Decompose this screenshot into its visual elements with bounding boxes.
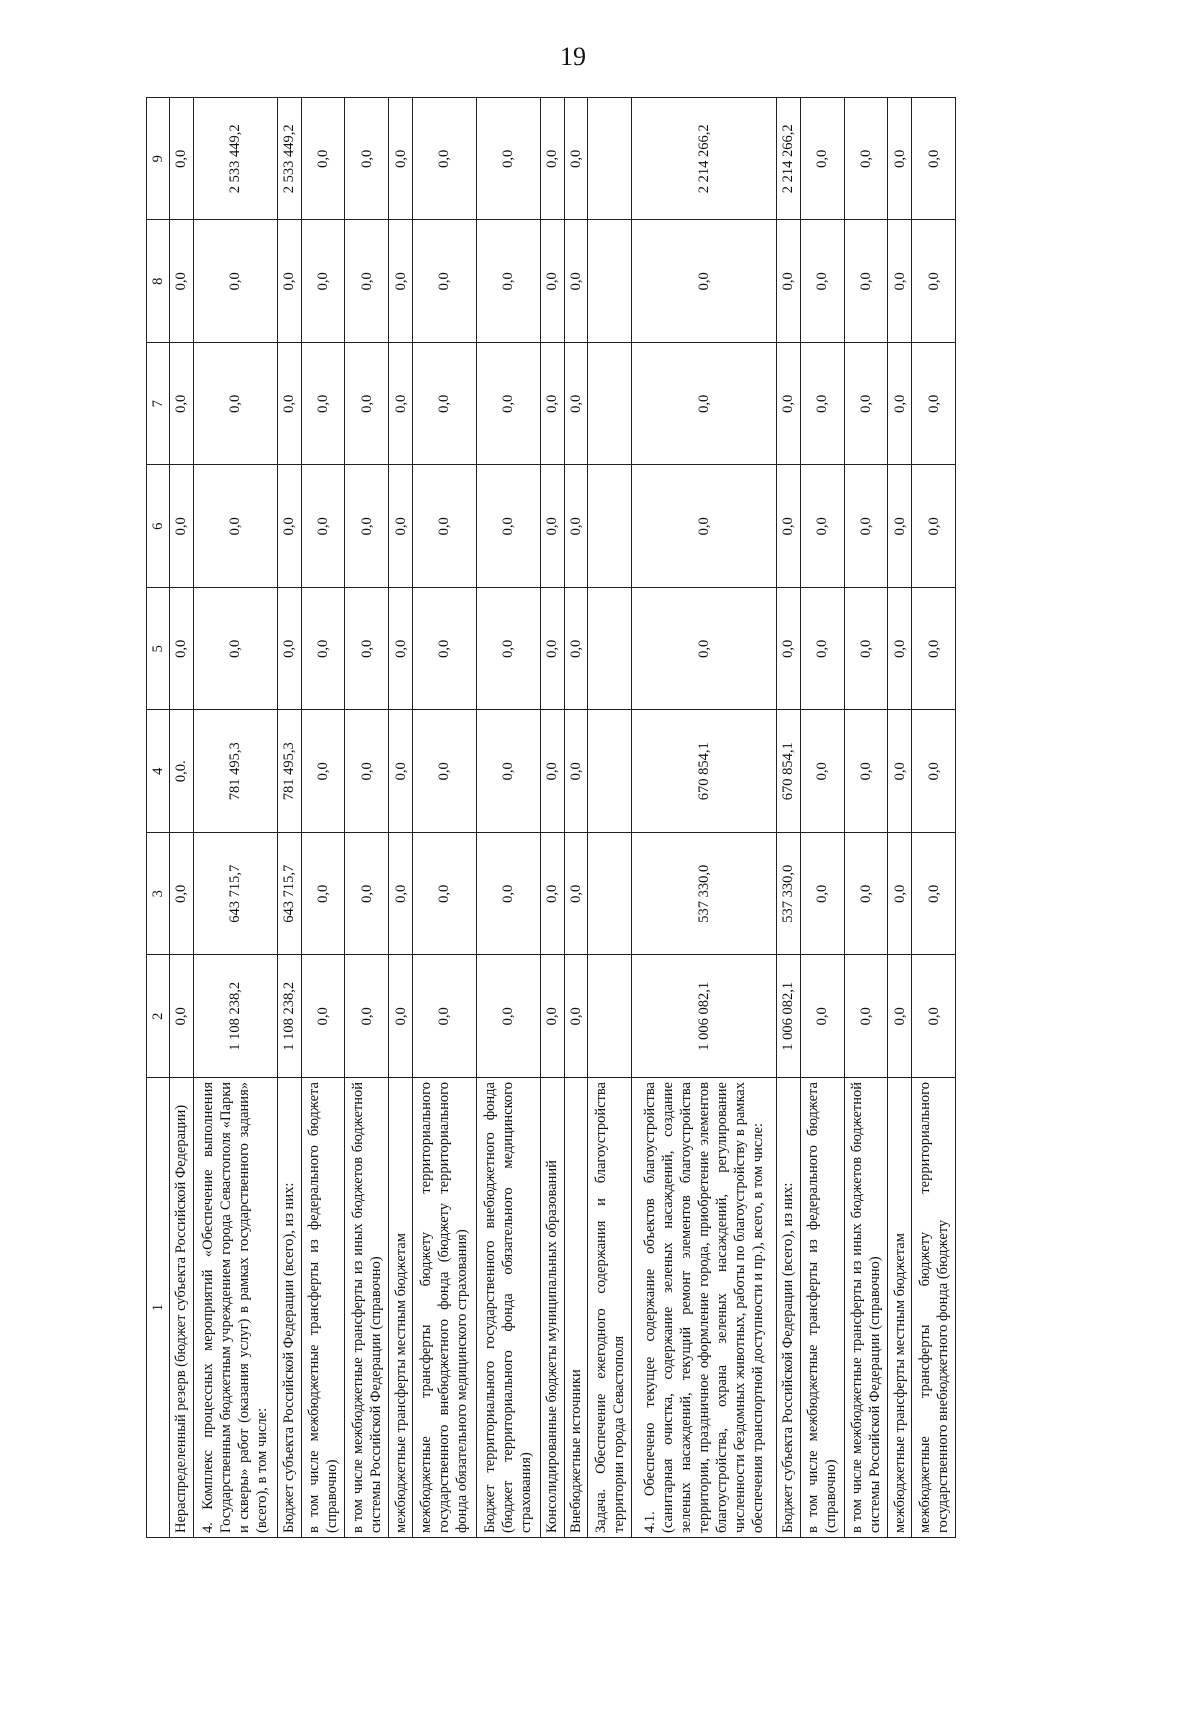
row-label: в том числе межбюджетные трансферты из федерального бюджета (справочно) <box>301 1078 345 1538</box>
value-cell: 0,0 <box>800 343 844 466</box>
value-cell <box>588 98 632 221</box>
value-cell <box>588 465 632 588</box>
value-cell: 1 006 082,1 <box>777 955 801 1078</box>
page-number: 19 <box>560 42 586 71</box>
value-cell: 643 715,7 <box>193 833 277 956</box>
value-cell: 0,0 <box>476 588 540 711</box>
row-label: 4.1. Обеспечено текущее содержание объектов благоустройства (санитарная очистка, содержание зеленых насаждений, создание зеленых насаждений, текущий ремонт элементов благоустройства территории, праздничное оформление города, приобретение элементов благоустройства, охрана зеленых насаждений, регулирование численности бездомных животных, работы по благоустройству в рамках обеспечения транспортной доступности и пр.), всего, в том числе: <box>632 1078 777 1538</box>
value-cell: 0,0 <box>912 465 956 588</box>
value-cell <box>588 343 632 466</box>
value-cell: 537 330,0 <box>632 833 777 956</box>
row-label: Задача. Обеспечение ежегодного содержания и благоустройства территории города Севастополя <box>588 1078 632 1538</box>
value-cell: 0,0 <box>912 588 956 711</box>
value-cell: 0,0 <box>389 343 413 466</box>
value-cell: 0,0 <box>800 465 844 588</box>
column-number-row <box>147 98 170 1538</box>
value-cell: 0,0 <box>844 710 888 833</box>
value-cell: 0,0 <box>476 955 540 1078</box>
row-label: межбюджетные трансферты бюджету территориального государственного внебюджетного фонда (бюджету территориального фонда обязательного медицинского страхования) <box>412 1078 476 1538</box>
table-row <box>170 98 194 1538</box>
value-cell: 0,0 <box>476 98 540 221</box>
value-cell: 0,0 <box>476 465 540 588</box>
value-cell: 0,0 <box>844 220 888 343</box>
column-header-5: 5 <box>147 588 170 711</box>
table-row <box>588 98 632 1538</box>
value-cell: 0,0 <box>844 98 888 221</box>
value-cell: 0,0 <box>800 98 844 221</box>
value-cell: 0,0 <box>389 220 413 343</box>
value-cell: 0,0 <box>301 710 345 833</box>
value-cell: 0,0 <box>844 833 888 956</box>
value-cell: 0,0 <box>564 833 588 956</box>
value-cell: 0,0 <box>476 833 540 956</box>
value-cell: 0,0 <box>888 465 912 588</box>
row-label: межбюджетные трансферты бюджету территориального государственного внебюджетного фонда (бюджету <box>912 1078 956 1538</box>
value-cell: 0,0 <box>476 220 540 343</box>
value-cell: 0,0 <box>632 343 777 466</box>
value-cell: 0,0 <box>345 220 389 343</box>
value-cell: 0,0 <box>170 465 194 588</box>
value-cell: 0,0 <box>345 465 389 588</box>
column-header-3: 3 <box>147 833 170 956</box>
value-cell: 0,0 <box>541 588 565 711</box>
row-label: Внебюджетные источники <box>564 1078 588 1538</box>
row-label: 4. Комплекс процессных мероприятий «Обеспечение выполнения Государственным бюджетным учреждением города Севастополя «Парки и скверы» работ (оказания услуг) в рамках государственного задания» (всего), в том числе: <box>193 1078 277 1538</box>
value-cell: 0,0 <box>541 343 565 466</box>
value-cell: 0,0 <box>888 955 912 1078</box>
value-cell: 0,0 <box>541 955 565 1078</box>
table-row <box>389 98 413 1538</box>
value-cell: 0,0 <box>412 220 476 343</box>
table-row <box>912 98 956 1538</box>
value-cell: 0,0 <box>476 343 540 466</box>
value-cell: 0,0. <box>170 710 194 833</box>
value-cell: 2 533 449,2 <box>193 98 277 221</box>
value-cell: 0,0 <box>389 955 413 1078</box>
table-row <box>844 98 888 1538</box>
column-header-1: 1 <box>147 1078 170 1538</box>
table-row <box>800 98 844 1538</box>
value-cell: 0,0 <box>389 98 413 221</box>
row-label: Бюджет территориального государственного внебюджетного фонда (бюджет территориального фонда обязательного медицинского страхования) <box>476 1078 540 1538</box>
value-cell: 0,0 <box>345 343 389 466</box>
value-cell: 0,0 <box>888 220 912 343</box>
value-cell: 0,0 <box>800 833 844 956</box>
table-row <box>345 98 389 1538</box>
value-cell: 2 214 266,2 <box>777 98 801 221</box>
value-cell: 0,0 <box>777 588 801 711</box>
value-cell: 1 108 238,2 <box>193 955 277 1078</box>
table-row <box>193 98 277 1538</box>
value-cell: 0,0 <box>170 98 194 221</box>
value-cell: 0,0 <box>345 98 389 221</box>
value-cell: 0,0 <box>632 465 777 588</box>
value-cell: 0,0 <box>844 343 888 466</box>
table-row <box>777 98 801 1538</box>
table-row <box>476 98 540 1538</box>
value-cell: 643 715,7 <box>277 833 301 956</box>
row-label: в том числе межбюджетные трансферты из иных бюджетов бюджетной системы Российской Федерации (справочно) <box>345 1078 389 1538</box>
value-cell: 0,0 <box>301 833 345 956</box>
value-cell: 0,0 <box>277 465 301 588</box>
table-row <box>632 98 777 1538</box>
value-cell: 0,0 <box>844 955 888 1078</box>
value-cell: 0,0 <box>844 588 888 711</box>
value-cell: 0,0 <box>777 465 801 588</box>
value-cell: 0,0 <box>541 220 565 343</box>
value-cell: 0,0 <box>193 220 277 343</box>
value-cell <box>588 710 632 833</box>
value-cell: 0,0 <box>800 588 844 711</box>
value-cell: 0,0 <box>800 220 844 343</box>
table-row <box>888 98 912 1538</box>
value-cell: 0,0 <box>412 833 476 956</box>
value-cell: 0,0 <box>564 710 588 833</box>
value-cell: 0,0 <box>301 343 345 466</box>
row-label: Нераспределенный резерв (бюджет субъекта Российской Федерации) <box>170 1078 194 1538</box>
value-cell: 0,0 <box>301 98 345 221</box>
value-cell: 0,0 <box>193 343 277 466</box>
value-cell: 0,0 <box>301 588 345 711</box>
value-cell: 0,0 <box>912 955 956 1078</box>
column-header-2: 2 <box>147 955 170 1078</box>
table-row <box>564 98 588 1538</box>
budget-table <box>146 97 956 1538</box>
value-cell: 0,0 <box>170 955 194 1078</box>
value-cell: 0,0 <box>912 710 956 833</box>
value-cell: 0,0 <box>277 588 301 711</box>
value-cell: 0,0 <box>277 343 301 466</box>
value-cell: 1 108 238,2 <box>277 955 301 1078</box>
value-cell: 0,0 <box>389 833 413 956</box>
row-label: Бюджет субъекта Российской Федерации (всего), из них: <box>277 1078 301 1538</box>
row-label: межбюджетные трансферты местным бюджетам <box>888 1078 912 1538</box>
value-cell: 0,0 <box>888 98 912 221</box>
value-cell: 0,0 <box>412 955 476 1078</box>
value-cell: 0,0 <box>912 98 956 221</box>
value-cell: 0,0 <box>476 710 540 833</box>
column-header-6: 6 <box>147 465 170 588</box>
value-cell: 781 495,3 <box>193 710 277 833</box>
value-cell: 0,0 <box>345 588 389 711</box>
value-cell: 0,0 <box>389 465 413 588</box>
column-header-7: 7 <box>147 343 170 466</box>
value-cell: 0,0 <box>888 343 912 466</box>
value-cell <box>588 833 632 956</box>
value-cell: 0,0 <box>412 465 476 588</box>
value-cell: 0,0 <box>912 220 956 343</box>
value-cell <box>588 955 632 1078</box>
value-cell: 0,0 <box>412 588 476 711</box>
row-label: Консолидированные бюджеты муниципальных образований <box>541 1078 565 1538</box>
value-cell: 0,0 <box>564 98 588 221</box>
value-cell: 0,0 <box>541 710 565 833</box>
value-cell: 0,0 <box>564 955 588 1078</box>
value-cell: 0,0 <box>888 833 912 956</box>
value-cell: 0,0 <box>564 343 588 466</box>
value-cell: 0,0 <box>345 833 389 956</box>
value-cell: 0,0 <box>888 710 912 833</box>
value-cell: 0,0 <box>389 588 413 711</box>
value-cell: 670 854,1 <box>777 710 801 833</box>
value-cell: 0,0 <box>193 588 277 711</box>
value-cell: 0,0 <box>170 220 194 343</box>
value-cell: 0,0 <box>389 710 413 833</box>
table-row <box>541 98 565 1538</box>
row-label: межбюджетные трансферты местным бюджетам <box>389 1078 413 1538</box>
column-header-8: 8 <box>147 220 170 343</box>
value-cell: 670 854,1 <box>632 710 777 833</box>
row-label: Бюджет субъекта Российской Федерации (всего), из них: <box>777 1078 801 1538</box>
value-cell: 2 533 449,2 <box>277 98 301 221</box>
value-cell: 0,0 <box>844 465 888 588</box>
value-cell: 0,0 <box>170 833 194 956</box>
value-cell: 0,0 <box>412 343 476 466</box>
value-cell: 0,0 <box>301 465 345 588</box>
value-cell: 0,0 <box>412 710 476 833</box>
value-cell: 0,0 <box>777 220 801 343</box>
value-cell: 0,0 <box>564 220 588 343</box>
value-cell: 0,0 <box>170 588 194 711</box>
table-body <box>170 98 956 1538</box>
value-cell: 537 330,0 <box>777 833 801 956</box>
rotated-table-frame <box>146 98 956 1538</box>
column-header-9: 9 <box>147 98 170 221</box>
value-cell: 0,0 <box>345 955 389 1078</box>
row-label: в том числе межбюджетные трансферты из федерального бюджета (справочно) <box>800 1078 844 1538</box>
value-cell: 0,0 <box>170 343 194 466</box>
table-row <box>277 98 301 1538</box>
value-cell: 0,0 <box>912 833 956 956</box>
table-row <box>412 98 476 1538</box>
column-header-4: 4 <box>147 710 170 833</box>
value-cell: 0,0 <box>632 588 777 711</box>
value-cell: 0,0 <box>301 220 345 343</box>
value-cell: 0,0 <box>564 588 588 711</box>
table-row <box>301 98 345 1538</box>
value-cell: 0,0 <box>800 710 844 833</box>
value-cell: 0,0 <box>277 220 301 343</box>
value-cell: 0,0 <box>412 98 476 221</box>
value-cell: 0,0 <box>541 833 565 956</box>
value-cell: 1 006 082,1 <box>632 955 777 1078</box>
value-cell <box>588 588 632 711</box>
value-cell: 781 495,3 <box>277 710 301 833</box>
value-cell: 0,0 <box>777 343 801 466</box>
value-cell: 0,0 <box>345 710 389 833</box>
value-cell: 0,0 <box>632 220 777 343</box>
value-cell: 2 214 266,2 <box>632 98 777 221</box>
value-cell <box>588 220 632 343</box>
row-label: в том числе межбюджетные трансферты из иных бюджетов бюджетной системы Российской Федерации (справочно) <box>844 1078 888 1538</box>
value-cell: 0,0 <box>541 98 565 221</box>
value-cell: 0,0 <box>800 955 844 1078</box>
value-cell: 0,0 <box>888 588 912 711</box>
value-cell: 0,0 <box>912 343 956 466</box>
value-cell: 0,0 <box>301 955 345 1078</box>
value-cell: 0,0 <box>541 465 565 588</box>
value-cell: 0,0 <box>564 465 588 588</box>
value-cell: 0,0 <box>193 465 277 588</box>
